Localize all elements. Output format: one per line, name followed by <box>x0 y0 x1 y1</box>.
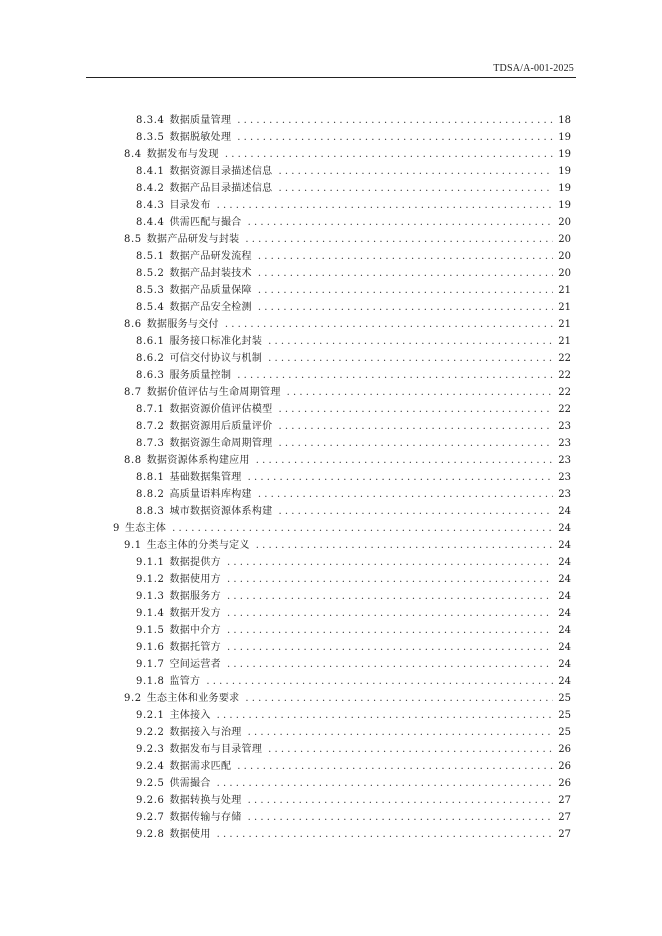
toc-entry-page: 20 <box>558 268 571 279</box>
toc-entry-heading <box>136 268 252 280</box>
toc-dot-leader <box>256 540 553 552</box>
toc-entry-number: 8.5.2 <box>136 268 165 279</box>
toc-entry-number: 9.2.8 <box>136 829 165 840</box>
toc-entry-title: 数据开发方 <box>169 608 221 619</box>
toc-entry-title: 数据产品安全检测 <box>169 302 252 313</box>
toc-entry-number: 9.2.4 <box>136 761 165 772</box>
toc-entry-page: 27 <box>558 829 571 840</box>
toc-entry-heading <box>136 591 221 603</box>
toc-entry-title: 数据产品封装技术 <box>169 268 252 279</box>
toc-entry-number: 8.8.1 <box>136 472 165 483</box>
toc-entry-title: 数据需求匹配 <box>169 761 232 772</box>
toc-dot-leader <box>217 710 553 722</box>
toc-entry-number: 9.2.6 <box>136 795 165 806</box>
toc-entry-title: 数据使用 <box>169 829 211 840</box>
toc-entry-number: 8.4.1 <box>136 166 165 177</box>
toc-entry-page: 22 <box>558 370 571 381</box>
toc-dot-leader <box>225 149 553 161</box>
toc-entry-title: 监管方 <box>169 676 201 687</box>
toc-entry-heading <box>136 557 221 569</box>
toc-entry[interactable] <box>136 603 571 620</box>
toc-dot-leader <box>248 217 553 229</box>
toc-entry-number: 9.1.6 <box>136 642 165 653</box>
toc-entry-number: 8.5.1 <box>136 251 165 262</box>
toc-dot-leader <box>248 727 553 739</box>
toc-entry-number: 8.5 <box>124 234 142 245</box>
toc-dot-leader <box>256 455 553 467</box>
toc-entry-number: 8.6.3 <box>136 370 165 381</box>
toc-entry[interactable] <box>136 331 571 348</box>
toc-entry-page: 19 <box>558 183 571 194</box>
toc-entry-title: 城市数据资源体系构建 <box>169 506 273 517</box>
toc-entry-heading <box>113 523 166 535</box>
toc-dot-leader <box>248 795 553 807</box>
toc-entry-title: 数据提供方 <box>169 557 221 568</box>
toc-entry[interactable] <box>136 586 571 603</box>
toc-entry-page: 19 <box>558 149 571 160</box>
toc-entry-page: 26 <box>558 761 571 772</box>
toc-entry-heading <box>136 302 252 314</box>
toc-entry-title: 生态主体的分类与定义 <box>146 540 250 551</box>
toc-entry-title: 数据使用方 <box>169 574 221 585</box>
toc-entry-number: 8.3.5 <box>136 132 165 143</box>
toc-entry-title: 生态主体 <box>124 523 167 534</box>
toc-dot-leader <box>227 659 553 671</box>
toc-entry-page: 24 <box>558 625 571 636</box>
toc-entry[interactable] <box>136 297 571 314</box>
toc-entry[interactable] <box>124 314 571 331</box>
toc-entry-page: 21 <box>558 285 571 296</box>
toc-entry[interactable] <box>136 790 571 807</box>
toc-dot-leader <box>237 370 553 382</box>
toc-entry-title: 数据脱敏处理 <box>169 132 232 143</box>
toc-entry-heading <box>136 744 262 756</box>
toc-entry-page: 20 <box>558 251 571 262</box>
toc-entry-number: 9.2.2 <box>136 727 165 738</box>
toc-entry[interactable] <box>136 416 571 433</box>
toc-entry-page: 23 <box>558 472 571 483</box>
toc-entry[interactable] <box>136 263 571 280</box>
toc-entry-page: 20 <box>558 234 571 245</box>
toc-entry-number: 8.5.4 <box>136 302 165 313</box>
toc-entry-heading <box>136 761 231 773</box>
toc-entry-number: 8.5.3 <box>136 285 165 296</box>
toc-dot-leader <box>258 302 553 314</box>
toc-dot-leader <box>237 132 553 144</box>
toc-dot-leader <box>227 608 553 620</box>
toc-entry-title: 数据质量管理 <box>169 115 232 126</box>
toc-entry-page: 21 <box>558 336 571 347</box>
toc-entry-heading <box>136 506 272 518</box>
toc-entry-number: 9.2 <box>124 693 142 704</box>
toc-entry[interactable] <box>136 807 571 824</box>
toc-entry-heading <box>136 132 231 144</box>
toc-entry-page: 22 <box>558 404 571 415</box>
toc-entry-heading <box>124 540 250 552</box>
toc-entry-title: 数据发布与目录管理 <box>169 744 263 755</box>
toc-entry-heading <box>124 319 219 331</box>
toc-entry[interactable] <box>136 824 571 841</box>
toc-entry-page: 25 <box>558 727 571 738</box>
toc-entry-page: 24 <box>558 540 571 551</box>
toc-entry[interactable] <box>124 382 571 399</box>
toc-entry-heading <box>124 149 219 161</box>
toc-entry-number: 8.7.1 <box>136 404 165 415</box>
toc-entry-heading <box>136 829 211 841</box>
toc-entry-heading <box>136 183 272 195</box>
toc-entry-heading <box>136 166 272 178</box>
toc-entry[interactable] <box>124 535 571 552</box>
toc-entry-page: 22 <box>558 353 571 364</box>
toc-entry-heading <box>136 251 252 263</box>
toc-entry-page: 24 <box>558 557 571 568</box>
toc-entry-heading <box>136 795 242 807</box>
toc-entry-title: 数据传输与存储 <box>169 812 242 823</box>
toc-dot-leader <box>172 523 553 535</box>
toc-entry-heading <box>136 676 200 688</box>
toc-entry-title: 数据产品研发流程 <box>169 251 252 262</box>
toc-entry[interactable] <box>136 246 571 263</box>
toc-entry-title: 数据资源目录描述信息 <box>169 166 273 177</box>
toc-entry-number: 8.8.2 <box>136 489 165 500</box>
toc-entry[interactable] <box>124 229 571 246</box>
toc-dot-leader <box>278 183 553 195</box>
toc-entry-number: 8.4.2 <box>136 183 165 194</box>
toc-entry-number: 9.1.3 <box>136 591 165 602</box>
toc-entry[interactable] <box>136 433 571 450</box>
toc-entry-number: 9.1.5 <box>136 625 165 636</box>
toc-entry-number: 8.8 <box>124 455 142 466</box>
toc-entry-heading <box>136 812 242 824</box>
toc-entry-title: 数据托管方 <box>169 642 221 653</box>
toc-dot-leader <box>287 387 553 399</box>
toc-dot-leader <box>245 693 553 705</box>
toc-entry-page: 21 <box>558 319 571 330</box>
toc-entry-title: 供需匹配与撮合 <box>169 217 242 228</box>
toc-entry-number: 8.6 <box>124 319 142 330</box>
toc-dot-leader <box>278 421 553 433</box>
toc-entry-number: 9.1.4 <box>136 608 165 619</box>
toc-entry-heading <box>136 574 221 586</box>
toc-entry-title: 数据产品目录描述信息 <box>169 183 273 194</box>
toc-entry-number: 9.1 <box>124 540 142 551</box>
toc-entry-title: 目录发布 <box>169 200 211 211</box>
toc-entry-heading <box>136 659 221 671</box>
toc-entry-heading <box>124 234 239 246</box>
toc-entry-heading <box>136 404 272 416</box>
toc-entry[interactable] <box>136 178 571 195</box>
toc-entry[interactable] <box>136 161 571 178</box>
toc-entry-title: 数据资源价值评估模型 <box>169 404 273 415</box>
toc-entry-heading <box>136 608 221 620</box>
toc-dot-leader <box>258 268 553 280</box>
toc-entry-title: 数据资源用后质量评价 <box>169 421 273 432</box>
toc-entry-page: 19 <box>558 132 571 143</box>
toc-entry[interactable] <box>136 552 571 569</box>
toc-entry[interactable] <box>136 467 571 484</box>
toc-dot-leader <box>237 761 553 773</box>
toc-entry-page: 18 <box>558 115 571 126</box>
toc-dot-leader <box>217 829 553 841</box>
toc-entry-number: 9.1.2 <box>136 574 165 585</box>
toc-entry-page: 24 <box>558 659 571 670</box>
toc-entry-page: 24 <box>558 591 571 602</box>
toc-entry[interactable] <box>136 280 571 297</box>
toc-entry-heading <box>136 625 221 637</box>
toc-entry[interactable] <box>136 348 571 365</box>
toc-entry-title: 服务质量控制 <box>169 370 232 381</box>
toc-entry-number: 8.4 <box>124 149 142 160</box>
toc-dot-leader <box>278 404 553 416</box>
toc-entry-page: 24 <box>558 642 571 653</box>
toc-dot-leader <box>227 574 553 586</box>
toc-entry-page: 22 <box>558 387 571 398</box>
toc-entry[interactable] <box>136 195 571 212</box>
toc-entry[interactable] <box>136 365 571 382</box>
toc-dot-leader <box>248 472 553 484</box>
toc-dot-leader <box>258 489 553 501</box>
toc-entry-heading <box>136 353 262 365</box>
toc-entry-number: 9.2.1 <box>136 710 165 721</box>
toc-dot-leader <box>268 744 553 756</box>
toc-entry-page: 19 <box>558 166 571 177</box>
toc-dot-leader <box>258 251 553 263</box>
toc-entry-page: 24 <box>558 523 571 534</box>
toc-entry-number: 8.8.3 <box>136 506 165 517</box>
toc-entry-title: 数据产品质量保障 <box>169 285 252 296</box>
header-rule <box>86 77 576 78</box>
toc-entry-heading <box>136 438 272 450</box>
toc-dot-leader <box>278 438 553 450</box>
toc-entry-page: 21 <box>558 302 571 313</box>
toc-entry[interactable] <box>136 705 571 722</box>
toc-entry-heading <box>136 200 211 212</box>
toc-entry[interactable] <box>136 654 571 671</box>
toc-entry[interactable] <box>136 212 571 229</box>
toc-dot-leader <box>278 166 553 178</box>
toc-entry[interactable] <box>136 110 571 127</box>
toc-entry-number: 9.2.3 <box>136 744 165 755</box>
toc-dot-leader <box>258 285 553 297</box>
toc-entry-number: 9.2.7 <box>136 812 165 823</box>
toc-entry-heading <box>124 693 239 705</box>
toc-entry-number: 8.6.1 <box>136 336 165 347</box>
toc-entry-page: 26 <box>558 744 571 755</box>
toc-entry-title: 数据价值评估与生命周期管理 <box>146 387 281 398</box>
toc-entry-title: 数据服务方 <box>169 591 221 602</box>
toc-entry-title: 供需撮合 <box>169 778 211 789</box>
toc-entry-title: 数据转换与处理 <box>169 795 242 806</box>
toc-dot-leader <box>248 812 553 824</box>
toc-entry-page: 19 <box>558 200 571 211</box>
toc-entry-title: 数据产品研发与封装 <box>146 234 240 245</box>
toc-entry[interactable] <box>136 773 571 790</box>
toc-dot-leader <box>245 234 553 246</box>
toc-entry-page: 23 <box>558 489 571 500</box>
toc-entry[interactable] <box>136 569 571 586</box>
toc-entry-number: 9.1.8 <box>136 676 165 687</box>
toc-entry[interactable] <box>136 739 571 756</box>
toc-entry-page: 27 <box>558 795 571 806</box>
toc-entry-number: 9.1.1 <box>136 557 165 568</box>
toc-entry-title: 基础数据集管理 <box>169 472 242 483</box>
toc-dot-leader <box>268 336 553 348</box>
toc-dot-leader <box>217 778 553 790</box>
toc-entry-heading <box>136 285 252 297</box>
toc-entry-title: 可信交付协议与机制 <box>169 353 263 364</box>
toc-entry-page: 27 <box>558 812 571 823</box>
toc-entry[interactable] <box>136 620 571 637</box>
toc-entry[interactable] <box>136 399 571 416</box>
toc-entry-page: 26 <box>558 778 571 789</box>
toc-entry-heading <box>136 642 221 654</box>
toc-entry[interactable] <box>124 144 571 161</box>
toc-entry[interactable] <box>136 484 571 501</box>
toc-entry-number: 9 <box>113 523 120 534</box>
toc-entry[interactable] <box>136 501 571 518</box>
toc-entry-title: 主体接入 <box>169 710 211 721</box>
toc-entry-page: 24 <box>558 506 571 517</box>
toc-entry-heading <box>136 710 211 722</box>
toc-entry-heading <box>124 455 250 467</box>
toc-entry-page: 24 <box>558 608 571 619</box>
toc-dot-leader <box>227 625 553 637</box>
toc-entry-number: 9.2.5 <box>136 778 165 789</box>
toc-entry-heading <box>124 387 281 399</box>
toc-dot-leader <box>227 557 553 569</box>
toc-entry[interactable] <box>124 688 571 705</box>
toc-entry-title: 数据资源体系构建应用 <box>146 455 250 466</box>
toc-entry-page: 23 <box>558 421 571 432</box>
toc-dot-leader <box>237 115 553 127</box>
toc-entry-title: 生态主体和业务要求 <box>146 693 240 704</box>
toc-dot-leader <box>268 353 553 365</box>
toc-entry-heading <box>136 217 242 229</box>
toc-entry-page: 23 <box>558 438 571 449</box>
toc-entry-page: 24 <box>558 574 571 585</box>
toc-entry-heading <box>136 778 211 790</box>
toc-entry-heading <box>136 115 231 127</box>
toc-entry-title: 数据资源生命周期管理 <box>169 438 273 449</box>
toc-entry[interactable] <box>113 518 571 535</box>
toc-entry-number: 8.4.3 <box>136 200 165 211</box>
toc-dot-leader <box>225 319 553 331</box>
toc-dot-leader <box>227 591 553 603</box>
toc-entry[interactable] <box>136 127 571 144</box>
toc-entry[interactable] <box>136 722 571 739</box>
toc-entry-heading <box>136 421 272 433</box>
toc-entry-number: 8.7.2 <box>136 421 165 432</box>
toc-dot-leader <box>227 642 553 654</box>
toc-entry-title: 数据接入与治理 <box>169 727 242 738</box>
toc-entry-title: 数据发布与发现 <box>146 149 219 160</box>
toc-entry-title: 高质量语料库构建 <box>169 489 252 500</box>
toc-entry-number: 8.7 <box>124 387 142 398</box>
toc-entry-heading <box>136 489 252 501</box>
toc-entry-number: 9.1.7 <box>136 659 165 670</box>
toc-entry-number: 8.3.4 <box>136 115 165 126</box>
toc-entry[interactable] <box>136 637 571 654</box>
toc-entry-page: 24 <box>558 676 571 687</box>
toc-entry-title: 空间运营者 <box>169 659 221 670</box>
toc-entry-page: 20 <box>558 217 571 228</box>
toc-entry-page: 25 <box>558 710 571 721</box>
toc-entry-title: 数据服务与交付 <box>146 319 219 330</box>
toc-entry-number: 8.7.3 <box>136 438 165 449</box>
toc-dot-leader <box>206 676 553 688</box>
toc-dot-leader <box>278 506 553 518</box>
toc-entry-title: 服务接口标准化封装 <box>169 336 263 347</box>
toc-entry-page: 25 <box>558 693 571 704</box>
toc-entry[interactable] <box>136 671 571 688</box>
toc-entry-heading <box>136 336 262 348</box>
toc-entry-title: 数据中介方 <box>169 625 221 636</box>
toc-entry-heading <box>136 727 242 739</box>
toc-entry-heading <box>136 472 242 484</box>
toc-entry-number: 8.4.4 <box>136 217 165 228</box>
toc-entry-heading <box>136 370 231 382</box>
toc-entry[interactable] <box>124 450 571 467</box>
toc-entry[interactable] <box>136 756 571 773</box>
toc-entry-page: 23 <box>558 455 571 466</box>
toc-entry-number: 8.6.2 <box>136 353 165 364</box>
toc-dot-leader <box>217 200 553 212</box>
document-code: TDSA/A-001-2025 <box>493 63 574 74</box>
